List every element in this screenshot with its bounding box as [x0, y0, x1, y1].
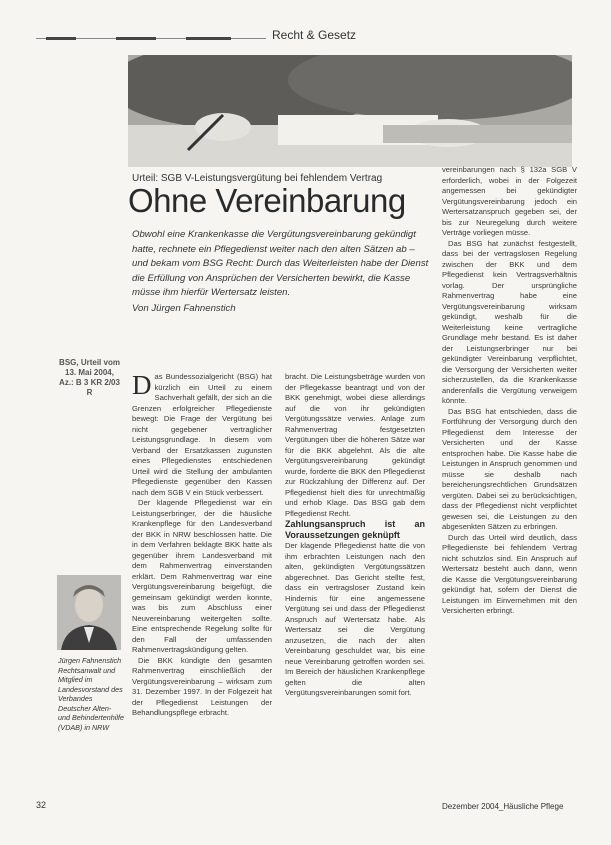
verdict-reference: BSG, Urteil vom 13. Mai 2004, Az.: B 3 KR 2/03 R: [59, 358, 120, 397]
author-portrait: [57, 575, 121, 650]
author-caption: [58, 656, 124, 732]
paragraph: Die BKK kündigte den gesamten Rahmenvertrag einschließlich der Vergütungsvereinbarung – wirksam zum 31. Dezember 1997. In der Folgezeit hat der Pflegedienst Leistungen der Behandlungspflege erbracht.: [132, 655, 272, 717]
section-label: Recht & Gesetz: [272, 28, 357, 42]
paragraph: Der klagende Pflegedienst war ein Leistungserbringer, der die häusliche Krankenpflege für den Landesverband der BKK in NRW beschlossen hatte. Die in dem Verfahren beklagte BKK hatte als gegenüber ihrem Landesverband mit dem Rahmenvertrag einverstanden erklärt. Dem Rahmenvertrag war eine Vergütungsvereinbarung beigefügt, die gemeinsam gekündigt werden konnte, was bis zum Abschluss einer Neuvereinbarung weitergelten sollte. Eine entsprechende Regelung sollte für den Fall der umfassenden Rahmenvertragskündigung gelten.: [132, 498, 272, 654]
caption-name: Jürgen Fahnenstich: [58, 656, 122, 665]
article-lead: [132, 228, 432, 317]
lead-text: Obwohl eine Krankenkasse die Vergütungsvereinbarung gekündigt hatte, rechnete ein Pflegedienst weiter nach den alten Sätzen ab – und bekam vom BSG Recht: Durch das Weiterleisten habe der Dienst die Erfüllung von Ansprüchen der Versicherten bewirkt, die Kasse müsse ihm hierfür Wertersatz leisten.: [132, 229, 429, 299]
paragraph: Das Bundessozialgericht (BSG) hat kürzlich ein Urteil zu einem Sachverhalt gefällt, der sich an die Grenzen erfolgreicher Pflegedienste bewegt: Die Frage der Vergütung bei nicht gegebener vertraglicher Leistungsgrundlage. In diesem vom Verband der Ersatzkassen zugunsten eines Pflegedienstes entschiedenen Urteil wird die Stellung der ambulanten Pflegedienste gegenüber den Kassen nach dem SGB V ein Stück verbessert.: [132, 372, 272, 497]
author-byline: Von Jürgen Fahnenstich: [132, 302, 236, 314]
article-kicker: Urteil: SGB V-Leistungsvergütung bei fehlendem Vertrag: [132, 173, 383, 184]
paragraph: Durch das Urteil wird deutlich, dass Pflegedienste bei fehlendem Vertrag nicht schutzlos sind. Ein Anspruch auf Wertersatz besteht auch dann, wenn die Kasse die Vergütungsvereinbarung gekündigt hat, sofern der Dienst die Leistungen im Einvernehmen mit den Versicherten erbringt.: [442, 532, 577, 615]
body-column-1: [132, 372, 272, 812]
caption-bio: Rechtsanwalt und Mitglied im Landesvorstand des Verbandes Deutscher Alten- und Behindertenhilfe (VDAB) in NRW: [58, 665, 124, 732]
header-photo: [128, 55, 572, 167]
paragraph: vereinbarungen nach § 132a SGB V erforderlich, wobei in der Folgezeit angemessen bei gekündigter Vergütungsvereinbarung jedoch ein Wertersatzanspruch gegeben sei, der bis zur Neuregelung durch weitere Verträge vorliegen müsse.: [442, 165, 577, 237]
body-column-2: [285, 372, 425, 812]
paragraph: Das BSG hat entschieden, dass die Fortführung der Versorgung durch den Pflegedienst dem Interesse der Versicherten und der Kasse entsprochen habe. Die Kasse habe die Leistungen in Anspruch genommen und müsse sie deshalb nach bereicherungsrechtlichen Grundsätzen vergüten. Dabei sei zu berücksichtigen, dass der Pflegedienst nicht verpflichtet gewesen sei, die Leistungen zu den abgesenkten Sätzen zu erbringen.: [442, 406, 577, 531]
body-column-3: [442, 165, 577, 815]
paragraph: Das BSG hat zunächst festgestellt, dass bei der vertragslosen Regelung zwischen der BKK und dem Pflegedienst kein Vertragsverhältnis vorlag. Der ursprüngliche Rahmenvertrag habe eine Vergütungsvereinbarung wirksam gekündigt, weshalb für die Weiterleistung keine vertragliche Grundlage mehr bestand. Es ist daher der Leistungserbringer nur bei gekündigter Vereinbarung verpflichtet, die Versorgung der Versicherten weiter sicherzustellen, da die Krankenkasse anderenfalls die Vergütung verweigern könnte.: [442, 238, 577, 405]
subheading: Zahlungsanspruch ist an Voraussetzungen geknüpft: [285, 519, 425, 540]
issue-footer: Dezember 2004_Häusliche Pflege: [442, 802, 564, 811]
paragraph: Der klagende Pflegedienst hatte die von ihm erbrachten Leistungen nach den alten, gekündigten Vergütungssätzen abgerechnet. Das Gericht stellte fest, dass ein vertragsloser Zustand kein Hindernis für eine angemessene Vergütung sei und dass der Pflegedienst Anspruch auf Wertersatz habe. Als Wertersatz sei die Vergütung anzusetzen, die nach der alten Vereinbarung geschuldet war, bis eine neue Vereinbarung getroffen worden sei. Im Bereich der häuslichen Krankenpflege gelten die alten Vergütungsvereinbarungen somit fort.: [285, 541, 425, 697]
header-rule: [36, 38, 266, 39]
drop-cap: D: [132, 372, 152, 400]
article-title: Ohne Vereinbarung: [128, 182, 406, 219]
paragraph: bracht. Die Leistungsbeträge wurden von der Pflegekasse beantragt und von der BKK genehmigt, wobei diese allerdings auf die von ihr gekündigten Vergütungssätze verwies. Anlage zum Rahmenvertrag festgesetzten Vergütungen über die höheren Sätze war für die BKK abgelehnt. Als die alte Vergütungsvereinbarung gekündigt wurde, forderte die BKK den Pflegedienst zur Rückzahlung der Differenz auf. Der Pflegedienst hielt dies für unrechtmäßig und erhob Klage. Das BSG gab dem Pflegedienst Recht.: [285, 372, 425, 518]
page-number: 32: [36, 800, 47, 810]
